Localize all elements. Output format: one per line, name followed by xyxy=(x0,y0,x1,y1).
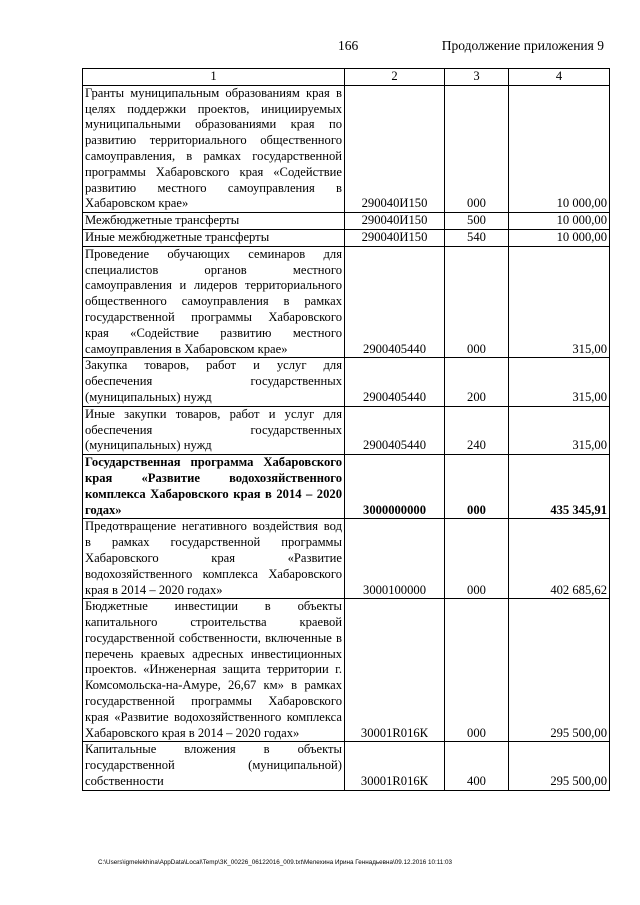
table-row xyxy=(83,599,610,742)
column-header-2: 2 xyxy=(345,69,445,86)
row-name: Гранты муниципальным образованиям края в целях поддержки проектов, инициируемых муниципальными образованиями края по развитию территориального общественного самоуправления, в рамках государственной программы Хабаровского края «Содействие развитию местного самоуправления в Хабаровском крае» xyxy=(83,85,345,212)
row-expense-type: 200 xyxy=(445,358,509,406)
table-row xyxy=(83,85,610,212)
table-row xyxy=(83,742,610,790)
row-amount: 402 685,62 xyxy=(509,519,610,599)
row-name: Капитальные вложения в объекты государственной (муниципальной) собственности xyxy=(83,742,345,790)
row-expense-type: 000 xyxy=(445,246,509,358)
row-name: Иные закупки товаров, работ и услуг для обеспечения государственных (муниципальных) нужд xyxy=(83,406,345,454)
row-expense-type: 000 xyxy=(445,85,509,212)
row-amount: 295 500,00 xyxy=(509,742,610,790)
table-row xyxy=(83,455,610,519)
column-header-1: 1 xyxy=(83,69,345,86)
row-target-code: 2900405440 xyxy=(345,358,445,406)
row-name: Закупка товаров, работ и услуг для обеспечения государственных (муниципальных) нужд xyxy=(83,358,345,406)
table-row xyxy=(83,406,610,454)
row-expense-type: 000 xyxy=(445,455,509,519)
row-name: Межбюджетные трансферты xyxy=(83,213,345,230)
row-amount: 315,00 xyxy=(509,358,610,406)
row-amount: 10 000,00 xyxy=(509,213,610,230)
row-name: Иные межбюджетные трансферты xyxy=(83,229,345,246)
row-target-code: 2900405440 xyxy=(345,246,445,358)
table-row xyxy=(83,213,610,230)
row-expense-type: 540 xyxy=(445,229,509,246)
row-target-code: 2900405440 xyxy=(345,406,445,454)
row-amount: 435 345,91 xyxy=(509,455,610,519)
file-path-footer: C:\Users\igmelekhina\AppData\Local\Temp\ЗК_00226_06122016_009.txt\Мелехина Ирина Геннадьевна\09.12.2016 10:11:03 xyxy=(98,859,453,866)
row-target-code: 3000100000 xyxy=(345,519,445,599)
table-header-row xyxy=(83,69,610,86)
row-name: Бюджетные инвестиции в объекты капитального строительства краевой государственной собственности, включенные в перечень краевых адресных инвестиционных проектов. «Инженерная защита территории г. Комсомольска-на-Амуре, 26,67 км» в рамках государственной программы Хабаровского края «Развитие водохозяйственного комплекса Хабаровского края в 2014 – 2020 годах» xyxy=(83,599,345,742)
row-amount: 10 000,00 xyxy=(509,229,610,246)
table-row xyxy=(83,519,610,599)
row-target-code: 290040И150 xyxy=(345,229,445,246)
table-row xyxy=(83,358,610,406)
row-expense-type: 500 xyxy=(445,213,509,230)
table-row xyxy=(83,229,610,246)
row-expense-type: 400 xyxy=(445,742,509,790)
row-expense-type: 000 xyxy=(445,599,509,742)
row-amount: 315,00 xyxy=(509,246,610,358)
row-amount: 295 500,00 xyxy=(509,599,610,742)
row-target-code: 290040И150 xyxy=(345,213,445,230)
row-expense-type: 000 xyxy=(445,519,509,599)
row-expense-type: 240 xyxy=(445,406,509,454)
page-number: 166 xyxy=(338,38,359,53)
row-name: Предотвращение негативного воздействия вод в рамках государственной программы Хабаровского края «Развитие водохозяйственного комплекса Хабаровского края в 2014 – 2020 годах» xyxy=(83,519,345,599)
row-target-code: 290040И150 xyxy=(345,85,445,212)
appendix-continuation: Продолжение приложения 9 xyxy=(441,38,604,53)
row-amount: 315,00 xyxy=(509,406,610,454)
row-target-code: 30001R016К xyxy=(345,742,445,790)
row-target-code: 30001R016К xyxy=(345,599,445,742)
column-header-4: 4 xyxy=(509,69,610,86)
table-row xyxy=(83,246,610,358)
budget-table xyxy=(82,68,610,791)
row-name: Проведение обучающих семинаров для специалистов органов местного самоуправления и лидеров территориального общественного самоуправления в рамках государственной программы Хабаровского края «Содействие развитию местного самоуправления в Хабаровском крае» xyxy=(83,246,345,358)
column-header-3: 3 xyxy=(445,69,509,86)
row-name: Государственная программа Хабаровского края «Развитие водохозяйственного комплекса Хабаровского края в 2014 – 2020 годах» xyxy=(83,455,345,519)
row-target-code: 3000000000 xyxy=(345,455,445,519)
row-amount: 10 000,00 xyxy=(509,85,610,212)
